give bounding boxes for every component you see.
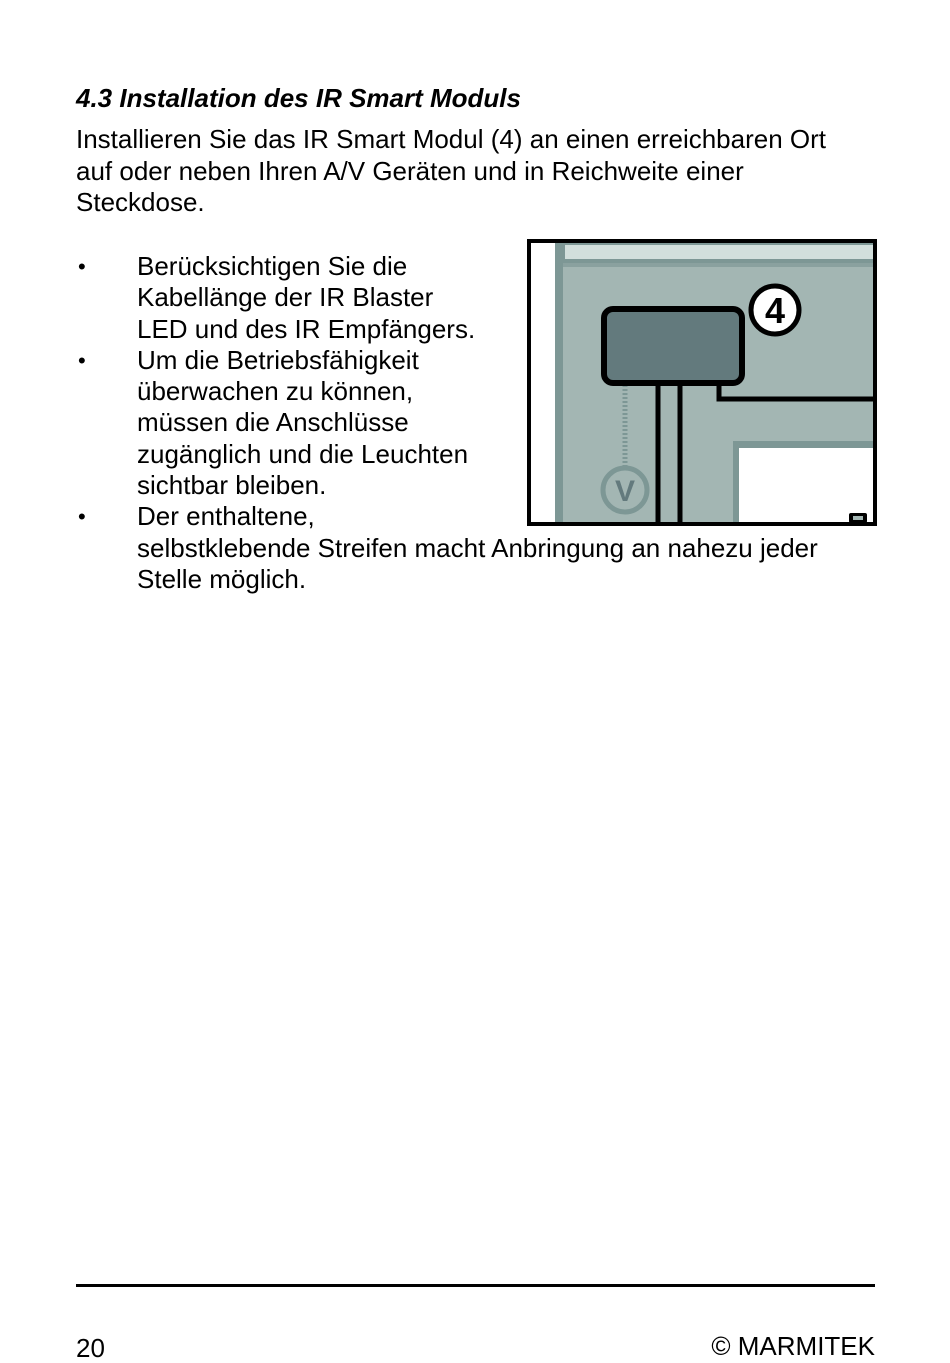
intro-paragraph xyxy=(76,124,896,219)
bullet-line: Stelle möglich. xyxy=(137,563,307,594)
bullet-line: müssen die Anschlüsse xyxy=(137,407,409,438)
device-top-highlight xyxy=(565,245,875,259)
device-top-edge xyxy=(563,263,877,267)
copyright-notice: © MARMITEK xyxy=(711,1331,875,1361)
bullet-icon: • xyxy=(78,254,86,279)
section-heading: 4.3 Installation des IR Smart Moduls xyxy=(76,83,521,113)
callout-number: 4 xyxy=(764,290,786,331)
device-frame-left xyxy=(555,241,563,524)
bullet-line: überwachen zu können, xyxy=(137,376,414,407)
footer-divider xyxy=(76,1284,875,1287)
bullet-line: Der enthaltene, xyxy=(137,501,315,532)
intro-line: Installieren Sie das IR Smart Modul (4) an einen erreichbaren Ort xyxy=(76,124,827,154)
page-number: 20 xyxy=(76,1333,105,1363)
bullet-line: zugänglich und die Leuchten xyxy=(137,438,469,469)
ir-smart-module xyxy=(604,309,742,383)
bullet-line: Um die Betriebsfähigkeit xyxy=(137,344,419,375)
port-opening xyxy=(853,516,863,520)
bullet-line: LED und des IR Empfängers. xyxy=(137,313,476,344)
led-marker-label: V xyxy=(614,475,636,508)
bullet-line: Kabellänge der IR Blaster xyxy=(137,282,434,313)
bullet-line: Berücksichtigen Sie die xyxy=(137,251,408,281)
bullet-icon: • xyxy=(78,504,86,530)
bullet-line: sichtbar bleiben. xyxy=(137,470,327,501)
bullet-line: selbstklebende Streifen macht Anbringung an nahezu jeder xyxy=(137,532,818,563)
intro-line: auf oder neben Ihren A/V Geräten und in Reichweite einer xyxy=(76,155,744,186)
bullet-icon: • xyxy=(78,347,86,373)
intro-line: Steckdose. xyxy=(76,187,205,217)
ir-smart-module-illustration xyxy=(527,239,877,526)
